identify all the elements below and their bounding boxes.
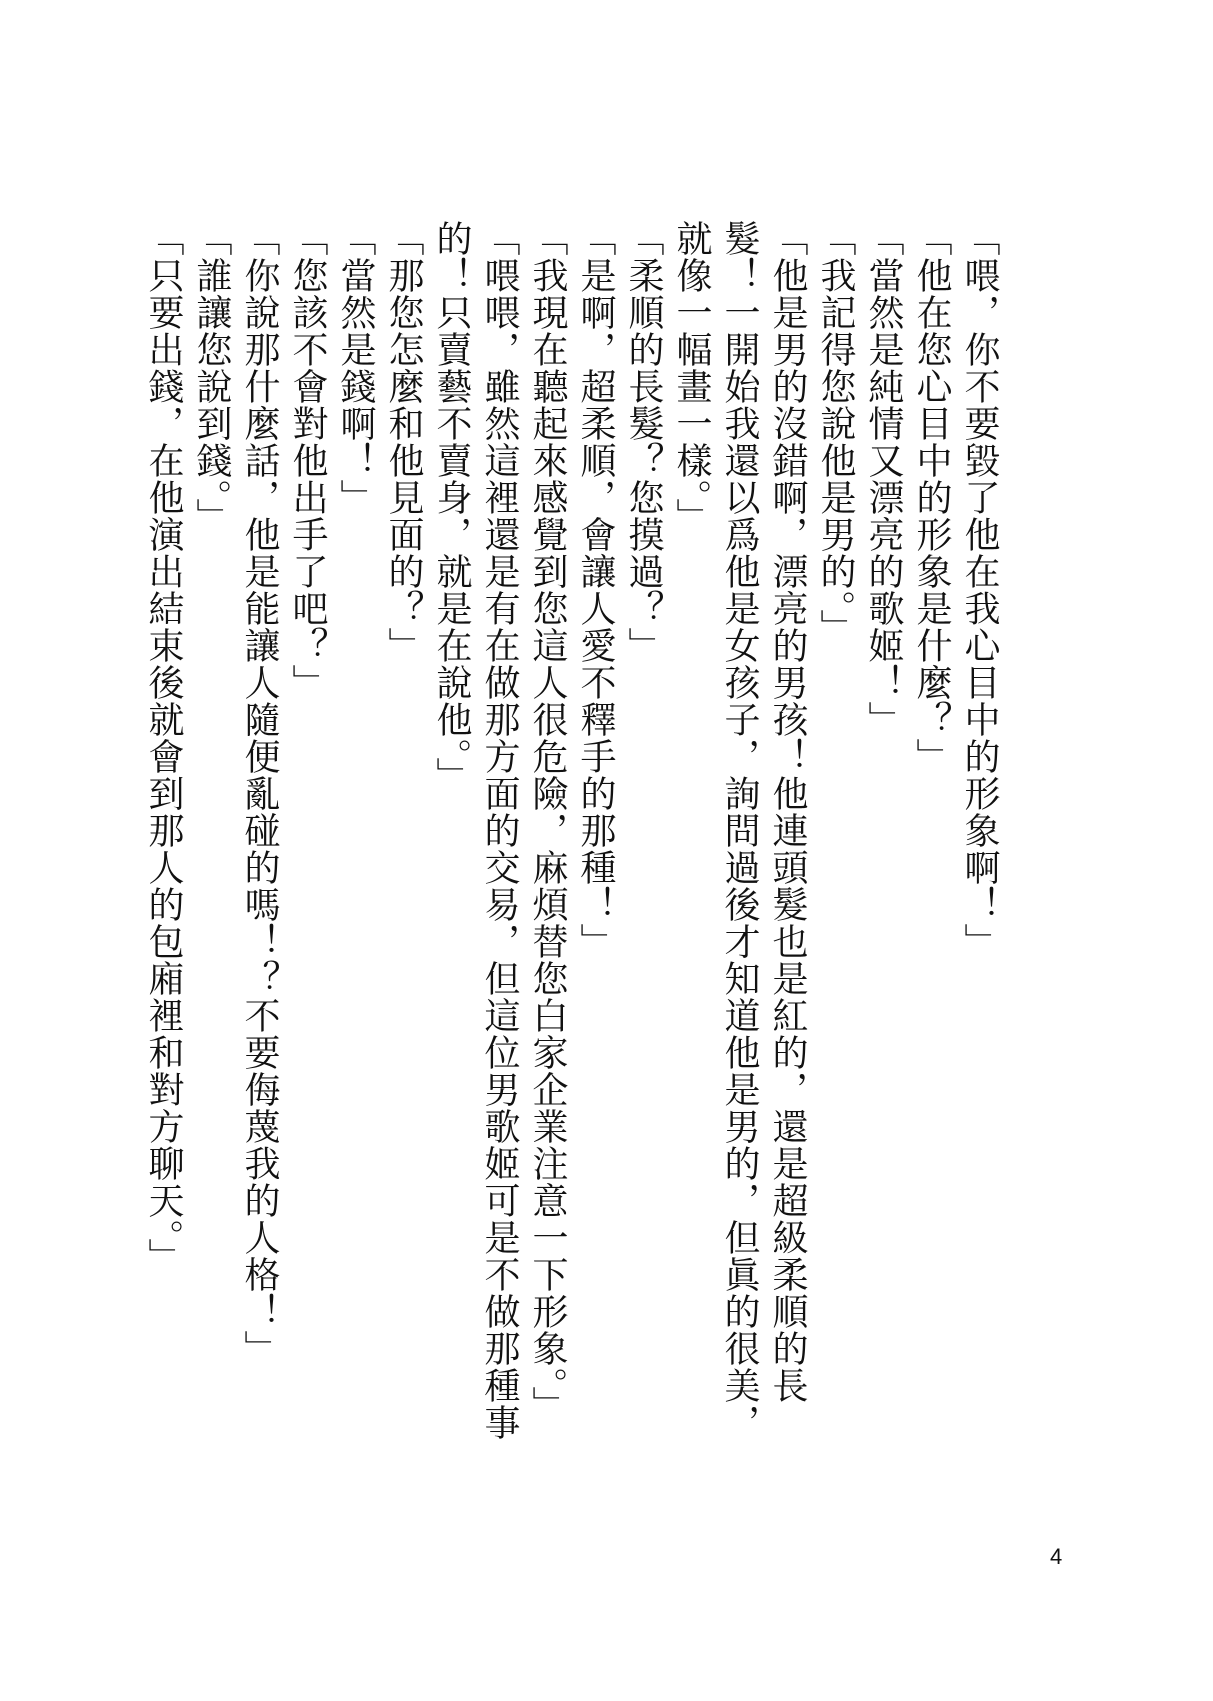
text-line-7: 「是啊，超柔順，會讓人愛不釋手的那種！」 [575,220,616,960]
text-line-14: 「誰讓您說到錢。」 [191,220,232,535]
text-line-2: 「他在您心目中的形象是什麼？」 [911,220,952,775]
vertical-text-block [139,220,1003,1450]
text-line-4: 「我記得您說他是男的。」 [815,220,856,646]
text-line-6: 「柔順的長髮？您摸過？」 [623,220,664,664]
text-line-10: 「那您怎麼和他見面的？」 [383,220,424,664]
page-number: 4 [1050,1544,1063,1569]
text-line-1: 「喂，你不要毀了他在我心目中的形象啊！」 [959,220,1000,960]
text-line-13: 「你說那什麼話，他是能讓人隨便亂碰的嗎！？不要侮蔑我的人格！」 [239,220,280,1367]
text-line-5: 「他是男的沒錯啊，漂亮的男孩！他連頭髮也是紅的，還是超級柔順的長髮！一開始我還以爲他是女孩子，詢問過後才知道他是男的，但眞的很美，就像一幅畫一樣。」 [671,220,808,1441]
text-line-15: 「只要出錢，在他演出結束後就會到那人的包廂裡和對方聊天。」 [143,220,184,1275]
text-line-12: 「您該不會對他出手了吧？」 [287,220,328,701]
text-line-3: 「當然是純情又漂亮的歌姬！」 [863,220,904,738]
text-line-8: 「我現在聽起來感覺到您這人很危險，麻煩替您白家企業注意一下形象。」 [527,220,568,1423]
text-line-9: 「喂喂，雖然這裡還是有在做那方面的交易，但這位男歌姬可是不做那種事的！只賣藝不賣身，就是在說他。」 [431,220,520,1441]
text-line-11: 「當然是錢啊！」 [335,220,376,516]
